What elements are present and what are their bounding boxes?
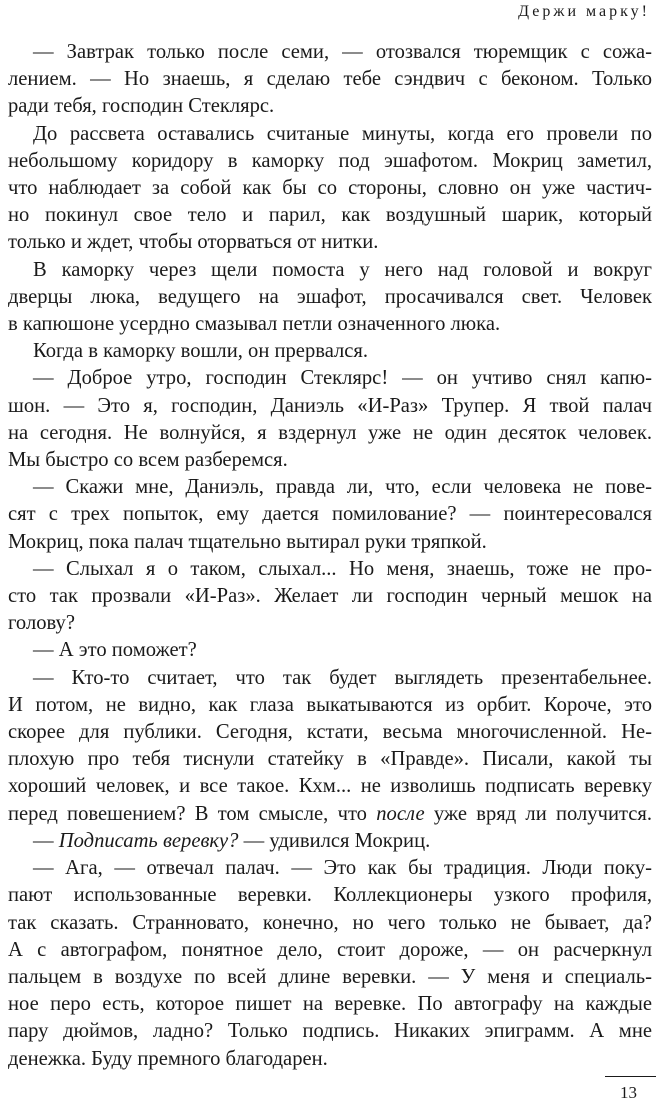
page-number: 13 xyxy=(620,1083,637,1102)
text-line: шон. — Это я, господин, Даниэль «И-Раз» Трупер. Я твой палач xyxy=(8,394,652,417)
text-line: но покинул свое тело и парил, как воздушный шарик, который xyxy=(8,204,652,227)
text-line: ради тебя, господин Стеклярс. xyxy=(8,95,275,118)
text-line: — Кто-то считает, что так будет выглядеть презентабельнее. xyxy=(33,666,652,689)
text-line: что наблюдает за собой как бы со стороны, словно он уже частич- xyxy=(8,177,652,200)
emphasis: после xyxy=(376,802,425,825)
text-line: — Ага, — отвечал палач. — Это как бы традиция. Люди поку- xyxy=(33,857,652,880)
text-line: ное перо есть, которое пишет на веревке. По автографу на каждые xyxy=(8,993,652,1016)
text-line: голову? xyxy=(8,612,75,635)
body-text xyxy=(8,39,652,1073)
text-line: Мы быстро со всем разберемся. xyxy=(8,449,288,472)
text-line: И потом, не видно, как глаза выкатываются из орбит. Короче, это xyxy=(8,693,652,716)
text-line: в капюшоне усердно смазывал петли означенного люка. xyxy=(8,313,501,336)
text-line: — Доброе утро, господин Стеклярс! — он учтиво снял капю- xyxy=(33,367,652,390)
running-head: Держи марку! xyxy=(518,3,650,20)
text-line: лением. — Но знаешь, я сделаю тебе сэндвич с беконом. Только xyxy=(8,68,652,91)
text-line: только и ждет, чтобы оторваться от нитки. xyxy=(8,231,379,254)
text-line: — А это поможет? xyxy=(33,639,197,662)
text-line: — Подписать веревку? — удивился Мокриц. xyxy=(33,829,431,852)
text-line: пальцем в воздухе по всей длине веревки. — У меня и специаль- xyxy=(8,965,652,988)
text-line: пают использованные веревки. Коллекционеры узкого профиля, xyxy=(8,884,652,907)
footer-rule xyxy=(605,1076,656,1077)
text-line: сят с трех попыток, ему дается помилование? — поинтересовался xyxy=(8,503,652,526)
emphasis: Подписать веревку? xyxy=(58,829,239,852)
text-line: — Скажи мне, Даниэль, правда ли, что, если человека не пове- xyxy=(33,476,652,499)
text-line: пару дюймов, ладно? Только подпись. Никаких эпиграмм. А мне xyxy=(8,1020,652,1043)
text-line: дверцы люка, ведущего на эшафот, просачивался свет. Человек xyxy=(8,285,652,308)
text-line: — Слыхал я о таком, слыхал... Но меня, знаешь, тоже не про- xyxy=(33,557,652,580)
text-line: В каморку через щели помоста у него над головой и вокруг xyxy=(33,258,652,281)
text-line: Мокриц, пока палач тщательно вытирал руки тряпкой. xyxy=(8,530,487,553)
text-line: на сегодня. Не волнуйся, я вздернул уже не один десяток человек. xyxy=(8,421,652,444)
text-line: сто так прозвали «И-Раз». Желает ли господин черный мешок на xyxy=(8,585,652,608)
text-line: так сказать. Странновато, конечно, но чего только не бывает, да? xyxy=(8,911,652,934)
text-line: До рассвета оставались считаные минуты, когда его провели по xyxy=(33,122,652,145)
text-line: — Завтрак только после семи, — отозвался тюремщик с сожа- xyxy=(33,41,652,63)
text-line: небольшому коридору в каморку под эшафотом. Мокриц заметил, xyxy=(8,149,652,172)
text-line: плохую про тебя тиснули статейку в «Правде». Писали, какой ты xyxy=(8,748,652,771)
text-line: А с автографом, понятное дело, стоит дороже, — он расчеркнул xyxy=(8,938,652,961)
text-line: перед повешением? В том смысле, что после уже вряд ли получится. xyxy=(8,802,652,825)
text-line: денежка. Буду премного благодарен. xyxy=(8,1047,328,1070)
text-line: хороший человек, и все такое. Кхм... не изволишь подписать веревку xyxy=(8,775,652,798)
text-line: скорее для публики. Сегодня, кстати, весьма многочисленной. Не- xyxy=(8,721,652,744)
text-line: Когда в каморку вошли, он прервался. xyxy=(33,340,369,363)
